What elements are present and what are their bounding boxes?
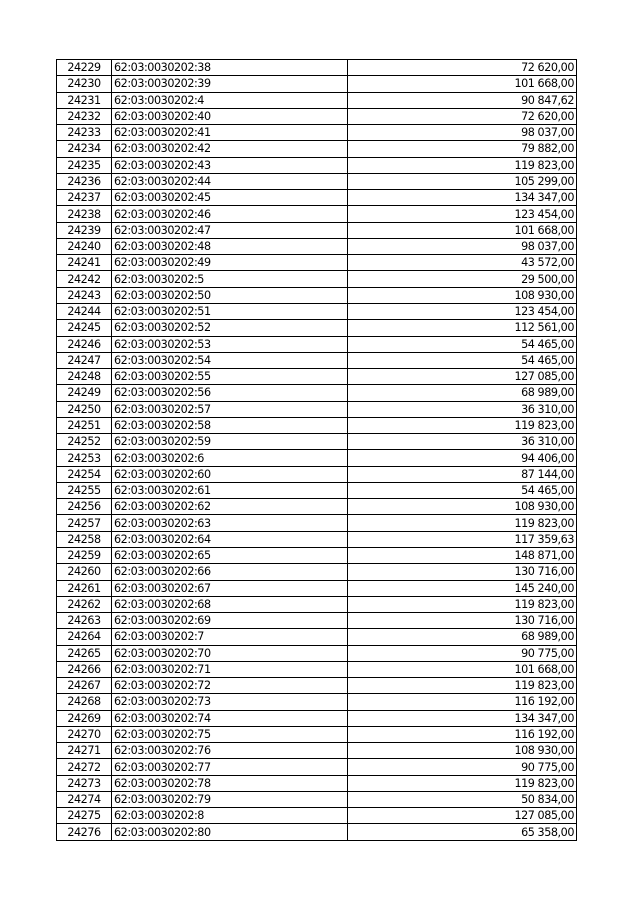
row-number-cell: 24267 [57,678,112,694]
table-row [57,580,577,596]
cadastral-number-cell: 62:03:0030202:66 [112,564,348,580]
row-number-cell: 24232 [57,108,112,124]
table-row [57,450,577,466]
cadastral-number-cell: 62:03:0030202:71 [112,661,348,677]
cadastral-value-cell: 72 620,00 [348,60,577,76]
cadastral-value-cell: 116 192,00 [348,694,577,710]
cadastral-number-cell: 62:03:0030202:4 [112,92,348,108]
cadastral-value-cell: 119 823,00 [348,417,577,433]
row-number-cell: 24274 [57,791,112,807]
cadastral-number-cell: 62:03:0030202:7 [112,629,348,645]
row-number-cell: 24244 [57,303,112,319]
row-number-cell: 24234 [57,141,112,157]
row-number-cell: 24237 [57,190,112,206]
table-row [57,726,577,742]
cadastral-value-cell: 145 240,00 [348,580,577,596]
row-number-cell: 24273 [57,775,112,791]
cadastral-number-cell: 62:03:0030202:55 [112,369,348,385]
row-number-cell: 24263 [57,613,112,629]
table-row [57,645,577,661]
table-body [57,60,577,841]
cadastral-value-cell: 68 989,00 [348,629,577,645]
cadastral-value-cell: 87 144,00 [348,466,577,482]
table-row [57,434,577,450]
row-number-cell: 24250 [57,401,112,417]
row-number-cell: 24242 [57,271,112,287]
cadastral-value-cell: 36 310,00 [348,434,577,450]
row-number-cell: 24260 [57,564,112,580]
cadastral-number-cell: 62:03:0030202:58 [112,417,348,433]
row-number-cell: 24230 [57,76,112,92]
row-number-cell: 24271 [57,743,112,759]
row-number-cell: 24268 [57,694,112,710]
cadastral-value-cell: 65 358,00 [348,824,577,840]
table-row [57,336,577,352]
cadastral-value-cell: 116 192,00 [348,726,577,742]
cadastral-number-cell: 62:03:0030202:80 [112,824,348,840]
cadastral-number-cell: 62:03:0030202:41 [112,125,348,141]
row-number-cell: 24264 [57,629,112,645]
row-number-cell: 24235 [57,157,112,173]
cadastral-number-cell: 62:03:0030202:8 [112,808,348,824]
table-row [57,661,577,677]
cadastral-value-cell: 130 716,00 [348,564,577,580]
row-number-cell: 24229 [57,60,112,76]
cadastral-number-cell: 62:03:0030202:44 [112,173,348,189]
cadastral-value-table [56,59,577,841]
cadastral-value-cell: 36 310,00 [348,401,577,417]
cadastral-number-cell: 62:03:0030202:50 [112,287,348,303]
row-number-cell: 24252 [57,434,112,450]
row-number-cell: 24233 [57,125,112,141]
cadastral-number-cell: 62:03:0030202:62 [112,499,348,515]
table-row [57,596,577,612]
table-row [57,743,577,759]
cadastral-number-cell: 62:03:0030202:42 [112,141,348,157]
table-row [57,157,577,173]
cadastral-number-cell: 62:03:0030202:65 [112,547,348,563]
cadastral-number-cell: 62:03:0030202:76 [112,743,348,759]
table-row [57,60,577,76]
cadastral-value-cell: 101 668,00 [348,661,577,677]
cadastral-number-cell: 62:03:0030202:39 [112,76,348,92]
cadastral-value-cell: 94 406,00 [348,450,577,466]
cadastral-number-cell: 62:03:0030202:40 [112,108,348,124]
table-row [57,141,577,157]
cadastral-number-cell: 62:03:0030202:5 [112,271,348,287]
row-number-cell: 24265 [57,645,112,661]
cadastral-number-cell: 62:03:0030202:67 [112,580,348,596]
cadastral-value-cell: 79 882,00 [348,141,577,157]
cadastral-value-cell: 90 847,62 [348,92,577,108]
cadastral-number-cell: 62:03:0030202:6 [112,450,348,466]
cadastral-value-cell: 119 823,00 [348,515,577,531]
cadastral-value-cell: 119 823,00 [348,596,577,612]
row-number-cell: 24236 [57,173,112,189]
cadastral-number-cell: 62:03:0030202:78 [112,775,348,791]
cadastral-number-cell: 62:03:0030202:73 [112,694,348,710]
cadastral-value-cell: 112 561,00 [348,320,577,336]
cadastral-number-cell: 62:03:0030202:72 [112,678,348,694]
cadastral-value-cell: 123 454,00 [348,206,577,222]
cadastral-value-cell: 90 775,00 [348,645,577,661]
row-number-cell: 24241 [57,255,112,271]
cadastral-number-cell: 62:03:0030202:74 [112,710,348,726]
table-row [57,369,577,385]
cadastral-value-cell: 43 572,00 [348,255,577,271]
row-number-cell: 24251 [57,417,112,433]
cadastral-number-cell: 62:03:0030202:51 [112,303,348,319]
cadastral-value-cell: 108 930,00 [348,743,577,759]
cadastral-value-cell: 101 668,00 [348,222,577,238]
cadastral-value-cell: 54 465,00 [348,336,577,352]
row-number-cell: 24270 [57,726,112,742]
table-row [57,173,577,189]
table-row [57,466,577,482]
cadastral-number-cell: 62:03:0030202:49 [112,255,348,271]
row-number-cell: 24262 [57,596,112,612]
cadastral-number-cell: 62:03:0030202:46 [112,206,348,222]
cadastral-value-cell: 134 347,00 [348,710,577,726]
table-row [57,206,577,222]
cadastral-value-cell: 29 500,00 [348,271,577,287]
cadastral-number-cell: 62:03:0030202:57 [112,401,348,417]
table-row [57,531,577,547]
table-row [57,775,577,791]
cadastral-number-cell: 62:03:0030202:43 [112,157,348,173]
cadastral-value-cell: 90 775,00 [348,759,577,775]
table-row [57,629,577,645]
row-number-cell: 24259 [57,547,112,563]
cadastral-value-cell: 68 989,00 [348,385,577,401]
table-row [57,482,577,498]
table-row [57,287,577,303]
row-number-cell: 24272 [57,759,112,775]
cadastral-number-cell: 62:03:0030202:70 [112,645,348,661]
table-row [57,417,577,433]
cadastral-number-cell: 62:03:0030202:68 [112,596,348,612]
cadastral-number-cell: 62:03:0030202:54 [112,352,348,368]
table-row [57,190,577,206]
cadastral-number-cell: 62:03:0030202:61 [112,482,348,498]
cadastral-value-cell: 127 085,00 [348,369,577,385]
cadastral-number-cell: 62:03:0030202:48 [112,238,348,254]
cadastral-value-cell: 54 465,00 [348,352,577,368]
table-row [57,255,577,271]
cadastral-number-cell: 62:03:0030202:60 [112,466,348,482]
cadastral-value-cell: 117 359,63 [348,531,577,547]
row-number-cell: 24261 [57,580,112,596]
row-number-cell: 24238 [57,206,112,222]
table-row [57,547,577,563]
table-row [57,824,577,840]
row-number-cell: 24254 [57,466,112,482]
row-number-cell: 24239 [57,222,112,238]
cadastral-value-cell: 101 668,00 [348,76,577,92]
row-number-cell: 24276 [57,824,112,840]
row-number-cell: 24256 [57,499,112,515]
row-number-cell: 24275 [57,808,112,824]
cadastral-number-cell: 62:03:0030202:47 [112,222,348,238]
table-row [57,76,577,92]
cadastral-value-cell: 130 716,00 [348,613,577,629]
cadastral-number-cell: 62:03:0030202:59 [112,434,348,450]
table-row [57,564,577,580]
row-number-cell: 24246 [57,336,112,352]
row-number-cell: 24247 [57,352,112,368]
cadastral-number-cell: 62:03:0030202:63 [112,515,348,531]
cadastral-value-cell: 123 454,00 [348,303,577,319]
row-number-cell: 24240 [57,238,112,254]
table-row [57,238,577,254]
cadastral-value-cell: 134 347,00 [348,190,577,206]
document-page [56,59,577,841]
cadastral-value-cell: 119 823,00 [348,678,577,694]
table-row [57,710,577,726]
table-row [57,808,577,824]
cadastral-value-cell: 108 930,00 [348,499,577,515]
cadastral-value-cell: 98 037,00 [348,238,577,254]
table-row [57,613,577,629]
cadastral-value-cell: 127 085,00 [348,808,577,824]
row-number-cell: 24258 [57,531,112,547]
cadastral-number-cell: 62:03:0030202:75 [112,726,348,742]
cadastral-number-cell: 62:03:0030202:45 [112,190,348,206]
row-number-cell: 24249 [57,385,112,401]
cadastral-number-cell: 62:03:0030202:69 [112,613,348,629]
table-row [57,92,577,108]
cadastral-number-cell: 62:03:0030202:79 [112,791,348,807]
table-row [57,125,577,141]
cadastral-number-cell: 62:03:0030202:38 [112,60,348,76]
cadastral-number-cell: 62:03:0030202:64 [112,531,348,547]
row-number-cell: 24231 [57,92,112,108]
row-number-cell: 24243 [57,287,112,303]
table-row [57,385,577,401]
cadastral-value-cell: 72 620,00 [348,108,577,124]
cadastral-number-cell: 62:03:0030202:53 [112,336,348,352]
table-row [57,271,577,287]
table-row [57,108,577,124]
table-row [57,694,577,710]
table-row [57,401,577,417]
table-row [57,515,577,531]
cadastral-value-cell: 119 823,00 [348,775,577,791]
row-number-cell: 24269 [57,710,112,726]
table-row [57,759,577,775]
row-number-cell: 24245 [57,320,112,336]
table-row [57,791,577,807]
row-number-cell: 24248 [57,369,112,385]
cadastral-value-cell: 119 823,00 [348,157,577,173]
cadastral-number-cell: 62:03:0030202:56 [112,385,348,401]
table-row [57,678,577,694]
cadastral-value-cell: 98 037,00 [348,125,577,141]
cadastral-value-cell: 108 930,00 [348,287,577,303]
cadastral-value-cell: 54 465,00 [348,482,577,498]
row-number-cell: 24253 [57,450,112,466]
row-number-cell: 24257 [57,515,112,531]
cadastral-number-cell: 62:03:0030202:77 [112,759,348,775]
cadastral-value-cell: 50 834,00 [348,791,577,807]
cadastral-value-cell: 105 299,00 [348,173,577,189]
table-row [57,320,577,336]
table-row [57,352,577,368]
cadastral-value-cell: 148 871,00 [348,547,577,563]
cadastral-number-cell: 62:03:0030202:52 [112,320,348,336]
table-row [57,303,577,319]
table-row [57,222,577,238]
table-row [57,499,577,515]
row-number-cell: 24266 [57,661,112,677]
row-number-cell: 24255 [57,482,112,498]
